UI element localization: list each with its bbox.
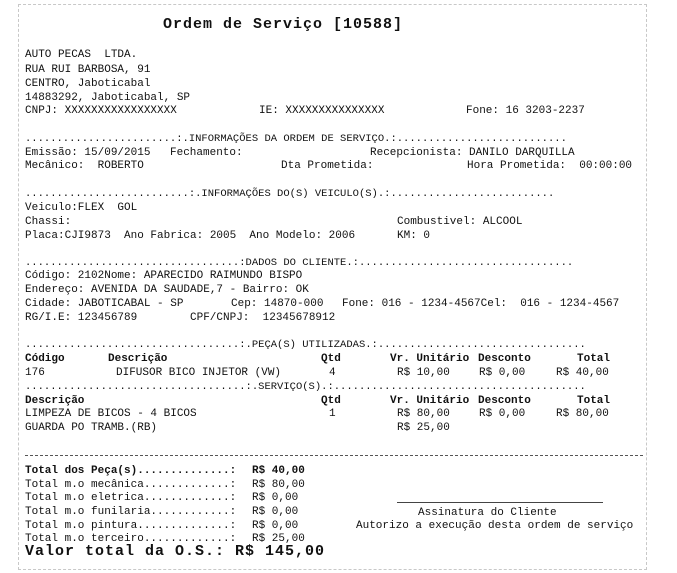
vehicle-model: Veiculo:FLEX GOL <box>25 202 138 214</box>
signature-line <box>397 502 603 503</box>
company-zip-city: 14883292, Jaboticabal, SP <box>25 92 191 104</box>
service-row-discount: R$ 0,00 <box>479 408 526 420</box>
services-col-total: Total <box>577 395 611 407</box>
total-mechanics-value: R$ 80,00 <box>252 479 305 491</box>
total-parts-value: R$ 40,00 <box>252 465 305 477</box>
company-district: CENTRO, Jaboticabal <box>25 78 151 90</box>
parts-row-code: 176 <box>25 367 45 379</box>
parts-header: ..................................:.PEÇA(S) UTILIZADAS.:................................. <box>25 339 586 351</box>
closing-date: Fechamento: <box>170 147 243 159</box>
promised-time: Hora Prometida: 00:00:00 <box>467 160 633 172</box>
total-painting-label: Total m.o pintura..............: <box>25 520 237 532</box>
document-title: Ordem de Serviço [10588] <box>163 16 404 33</box>
company-ie: IE: XXXXXXXXXXXXXXX <box>259 105 385 117</box>
services-col-unit: Vr. Unitário <box>390 395 470 407</box>
company-name: AUTO PECAS LTDA. <box>25 49 138 61</box>
service-row-description: LIMPEZA DE BICOS - 4 BICOS <box>25 408 197 420</box>
services-col-discount: Desconto <box>478 395 531 407</box>
client-address: Endereço: AVENIDA DA SAUDADE,7 - Bairro: OK <box>25 284 309 296</box>
totals-divider <box>25 455 643 456</box>
parts-row-qty: 4 <box>329 367 336 379</box>
parts-row-discount: R$ 0,00 <box>479 367 526 379</box>
promised-date: Dta Prometida: <box>281 160 374 172</box>
parts-col-total: Total <box>577 353 611 365</box>
company-address: RUA RUI BARBOSA, 91 <box>25 64 151 76</box>
mechanic: Mecânico: ROBERTO <box>25 160 144 172</box>
services-header: ...................................:.SERVIÇO(S).:........................................ <box>25 381 586 393</box>
total-bodywork-label: Total m.o funilaria............: <box>25 506 237 518</box>
parts-row-description: DIFUSOR BICO INJETOR (VW) <box>116 367 282 379</box>
client-phones: Fone: 016 - 1234-4567Cel: 016 - 1234-4567 <box>342 298 620 310</box>
parts-col-description: Descrição <box>108 353 168 365</box>
total-bodywork-value: R$ 0,00 <box>252 506 299 518</box>
parts-col-unit: Vr. Unitário <box>390 353 470 365</box>
client-rg: RG/I.E: 123456789 <box>25 312 138 324</box>
service-row-total: R$ 80,00 <box>556 408 609 420</box>
service-row-unit: R$ 25,00 <box>397 422 450 434</box>
parts-col-qty: Qtd <box>321 353 341 365</box>
parts-row-total: R$ 40,00 <box>556 367 609 379</box>
company-cnpj: CNPJ: XXXXXXXXXXXXXXXXX <box>25 105 177 117</box>
services-col-description: Descrição <box>25 395 85 407</box>
company-phone: Fone: 16 3203-2237 <box>466 105 585 117</box>
total-electrical-label: Total m.o eletrica.............: <box>25 492 237 504</box>
client-cpf: CPF/CNPJ: 12345678912 <box>190 312 336 324</box>
total-painting-value: R$ 0,00 <box>252 520 299 532</box>
parts-col-code: Código <box>25 353 65 365</box>
vehicle-header: ..........................:.INFORMAÇÕES DO(S) VEICULO(S).:.......................... <box>25 188 555 200</box>
client-header: ..................................:DADOS DO CLIENTE.:.................................. <box>25 257 574 269</box>
total-mechanics-label: Total m.o mecânica.............: <box>25 479 237 491</box>
grand-total: Valor total da O.S.: R$ 145,00 <box>25 543 326 560</box>
client-code-name: Código: 2102Nome: APARECIDO RAIMUNDO BISPO <box>25 270 303 282</box>
total-parts-label: Total dos Peça(s)..............: <box>25 465 237 477</box>
client-zip: Cep: 14870-000 <box>231 298 324 310</box>
receptionist: Recepcionista: DANILO DARQUILLA <box>370 147 575 159</box>
emission-date: Emissão: 15/09/2015 <box>25 147 151 159</box>
total-thirdparty-label: Total m.o terceiro.............: <box>25 533 237 545</box>
order-info-header: ........................:.INFORMAÇÕES DA ORDEM DE SERVIÇO.:........................... <box>25 133 567 145</box>
client-city: Cidade: JABOTICABAL - SP <box>25 298 184 310</box>
total-electrical-value: R$ 0,00 <box>252 492 299 504</box>
authorization-text: Autorizo a execução desta ordem de serviço <box>356 520 634 532</box>
service-row-unit: R$ 80,00 <box>397 408 450 420</box>
vehicle-plate-years: Placa:CJI9873 Ano Fabrica: 2005 Ano Modelo: 2006 <box>25 230 356 242</box>
vehicle-fuel: Combustivel: ALCOOL <box>397 216 523 228</box>
vehicle-chassis: Chassi: <box>25 216 72 228</box>
service-row-description: GUARDA PO TRAMB.(RB) <box>25 422 158 434</box>
services-col-qty: Qtd <box>321 395 341 407</box>
signature-label: Assinatura do Cliente <box>418 507 557 519</box>
parts-row-unit: R$ 10,00 <box>397 367 450 379</box>
parts-col-discount: Desconto <box>478 353 531 365</box>
service-row-qty: 1 <box>329 408 336 420</box>
total-thirdparty-value: R$ 25,00 <box>252 533 305 545</box>
vehicle-km: KM: 0 <box>397 230 431 242</box>
